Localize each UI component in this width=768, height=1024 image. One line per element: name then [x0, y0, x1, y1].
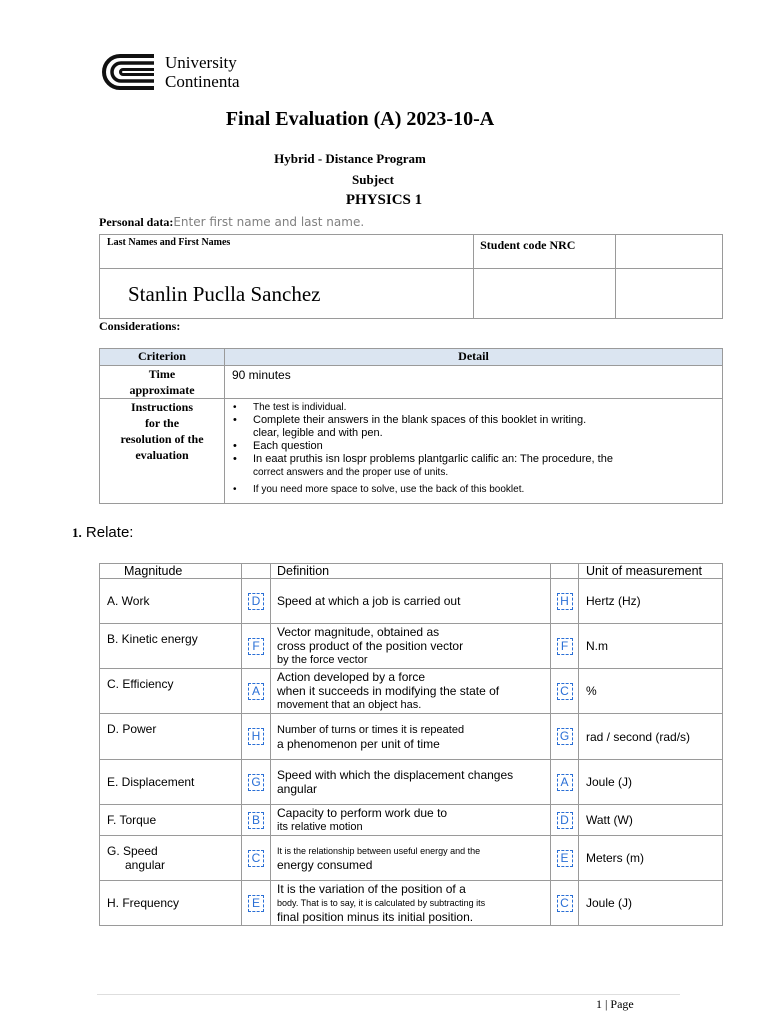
instructions-criterion-line3: resolution of the	[120, 432, 204, 446]
definition-cell	[271, 624, 551, 669]
definition-line: Speed at which a job is carried out	[277, 594, 461, 608]
answer-box-right[interactable]: E	[557, 850, 573, 867]
relate-table	[99, 563, 723, 926]
unit-cell: Meters (m)	[579, 836, 723, 881]
answer-box-right[interactable]: A	[557, 774, 573, 791]
answer-cell-right	[551, 714, 579, 760]
footer-divider	[97, 994, 680, 995]
table-row	[100, 881, 723, 926]
answer-box-left[interactable]: B	[248, 812, 264, 829]
answer-box-right[interactable]: C	[557, 683, 573, 700]
list-item: • If you need more space to solve, use the back of this booklet.	[253, 483, 722, 496]
answer-box-left[interactable]: H	[248, 728, 264, 745]
definition-line: a phenomenon per unit of time	[277, 736, 440, 751]
student-code-field[interactable]	[474, 269, 616, 319]
unit-cell: Watt (W)	[579, 805, 723, 836]
detail-header: Detail	[225, 349, 723, 366]
definition-line: cross product of the position vector	[277, 639, 464, 653]
magnitude-header: Magnitude	[100, 564, 242, 579]
answer-cell-left	[242, 624, 271, 669]
personal-data-label-text: Personal data:	[99, 215, 174, 229]
header-blank-cell	[551, 564, 579, 579]
table-header-row	[100, 564, 723, 579]
table-row	[100, 624, 723, 669]
university-logo-icon	[98, 50, 158, 92]
personal-data-placeholder[interactable]: Enter first name and last name.	[173, 215, 365, 229]
table-row	[100, 760, 723, 805]
magnitude-cell: D. Power	[100, 714, 242, 760]
definition-line: Capacity to perform work due to	[277, 806, 448, 820]
magnitude-cell: E. Displacement	[100, 760, 242, 805]
unit-cell: Joule (J)	[579, 760, 723, 805]
answer-cell-right	[551, 881, 579, 926]
definition-cell	[271, 836, 551, 881]
answer-cell-right	[551, 760, 579, 805]
magnitude-cell: B. Kinetic energy	[100, 624, 242, 669]
answer-cell-right	[551, 836, 579, 881]
list-item: • The test is individual.	[253, 401, 722, 414]
student-code-header: Student code NRC	[474, 235, 616, 269]
definition-line: body. That is to say, it is calculated by subtracting its	[277, 898, 486, 908]
list-item: • Each question	[253, 440, 722, 453]
answer-cell-left	[242, 714, 271, 760]
definition-line: when it succeeds in modifying the state of	[277, 684, 500, 698]
magnitude-line: angular	[125, 858, 166, 872]
magnitude-cell	[100, 836, 242, 881]
considerations-label: Considerations:	[99, 319, 181, 333]
question-prompt: Relate:	[85, 524, 134, 541]
answer-box-left[interactable]: F	[248, 638, 264, 655]
table-row	[100, 714, 723, 760]
table-row	[100, 579, 723, 624]
definition-line: its relative motion	[277, 821, 363, 833]
definition-line: Action developed by a force	[277, 670, 426, 684]
criterion-header: Criterion	[100, 349, 225, 366]
answer-box-left[interactable]: D	[248, 593, 264, 610]
answer-cell-left	[242, 881, 271, 926]
answer-cell-left	[242, 836, 271, 881]
answer-cell-right	[551, 805, 579, 836]
unit-cell: N.m	[579, 624, 723, 669]
definition-line: It is the relationship between useful energy and the	[277, 846, 481, 856]
list-item-continuation: correct answers and the proper use of units.	[253, 467, 449, 478]
personal-data-label	[99, 215, 364, 230]
answer-box-left[interactable]: E	[248, 895, 264, 912]
definition-line: angular	[277, 782, 318, 796]
time-value: 90 minutes	[225, 366, 723, 399]
answer-box-right[interactable]: H	[557, 593, 573, 610]
answer-cell-right	[551, 624, 579, 669]
unit-cell: Hertz (Hz)	[579, 579, 723, 624]
answer-cell-left	[242, 760, 271, 805]
instructions-criterion-line2: for the	[144, 416, 180, 430]
definition-cell	[271, 760, 551, 805]
definition-line: It is the variation of the position of a	[277, 882, 466, 896]
definition-cell	[271, 881, 551, 926]
question-number: 1.	[72, 525, 82, 540]
answer-box-left[interactable]: G	[248, 774, 264, 791]
unit-cell: %	[579, 669, 723, 714]
list-item: • Complete their answers in the blank spaces of this booklet in writing.	[253, 414, 722, 427]
time-criterion-line1: Time	[148, 367, 176, 381]
list-item-continuation: clear, legible and with pen.	[253, 427, 383, 439]
definition-line: Speed with which the displacement changes	[277, 768, 514, 782]
nrc-field[interactable]	[616, 269, 723, 319]
header-blank-cell	[242, 564, 271, 579]
nrc-header-cell	[616, 235, 723, 269]
definition-cell	[271, 714, 551, 760]
unit-cell: Joule (J)	[579, 881, 723, 926]
answer-cell-right	[551, 579, 579, 624]
student-name-field[interactable]: Stanlin Puclla Sanchez	[100, 269, 474, 319]
magnitude-cell: F. Torque	[100, 805, 242, 836]
instructions-criterion-line1: Instructions	[130, 400, 193, 414]
magnitude-cell: C. Efficiency	[100, 669, 242, 714]
answer-cell-left	[242, 579, 271, 624]
university-name-line2: Continenta	[165, 72, 240, 91]
answer-box-right[interactable]: F	[557, 638, 573, 655]
instructions-list	[225, 401, 722, 496]
names-column-header: Last Names and First Names	[100, 235, 474, 269]
instructions-detail	[225, 399, 723, 504]
answer-cell-right	[551, 669, 579, 714]
definition-line: Number of turns or times it is repeated	[277, 723, 465, 736]
answer-box-left[interactable]: C	[248, 850, 264, 867]
definition-line: energy consumed	[277, 858, 373, 872]
instructions-criterion	[100, 399, 225, 504]
definition-header: Definition	[271, 564, 551, 579]
definition-line: by the force vector	[277, 654, 368, 666]
definition-line: movement that an object has.	[277, 699, 422, 711]
exam-title: Final Evaluation (A) 2023-10-A	[225, 108, 495, 130]
magnitude-cell: A. Work	[100, 579, 242, 624]
unit-header: Unit of measurement	[579, 564, 723, 579]
university-name-line1: University	[165, 53, 237, 72]
magnitude-line: G. Speed	[107, 844, 158, 858]
time-criterion	[100, 366, 225, 399]
list-item: • In eaat pruthis isn lospr problems plantgarlic calific an: The procedure, the	[253, 453, 722, 466]
university-name	[165, 53, 240, 91]
subject-label: Subject	[352, 172, 394, 187]
table-row	[100, 669, 723, 714]
program-name: Hybrid - Distance Program	[274, 151, 426, 166]
personal-data-table	[99, 234, 723, 319]
definition-line: final position minus its initial position.	[277, 910, 474, 924]
table-row	[100, 836, 723, 881]
answer-box-right[interactable]: D	[557, 812, 573, 829]
table-row	[100, 805, 723, 836]
page-number: 1 | Page	[596, 997, 634, 1011]
answer-cell-left	[242, 669, 271, 714]
subject-name: PHYSICS 1	[345, 192, 423, 208]
answer-box-left[interactable]: A	[248, 683, 264, 700]
definition-line: Vector magnitude, obtained as	[277, 625, 440, 639]
magnitude-cell: H. Frequency	[100, 881, 242, 926]
unit-cell: rad / second (rad/s)	[579, 714, 723, 760]
instructions-criterion-line4: evaluation	[135, 448, 189, 462]
answer-box-right[interactable]: C	[557, 895, 573, 912]
question-1-heading	[72, 524, 133, 541]
time-criterion-line2: approximate	[129, 383, 195, 397]
considerations-table	[99, 348, 723, 504]
answer-box-right[interactable]: G	[557, 728, 573, 745]
definition-cell	[271, 579, 551, 624]
answer-cell-left	[242, 805, 271, 836]
definition-cell	[271, 805, 551, 836]
definition-cell	[271, 669, 551, 714]
